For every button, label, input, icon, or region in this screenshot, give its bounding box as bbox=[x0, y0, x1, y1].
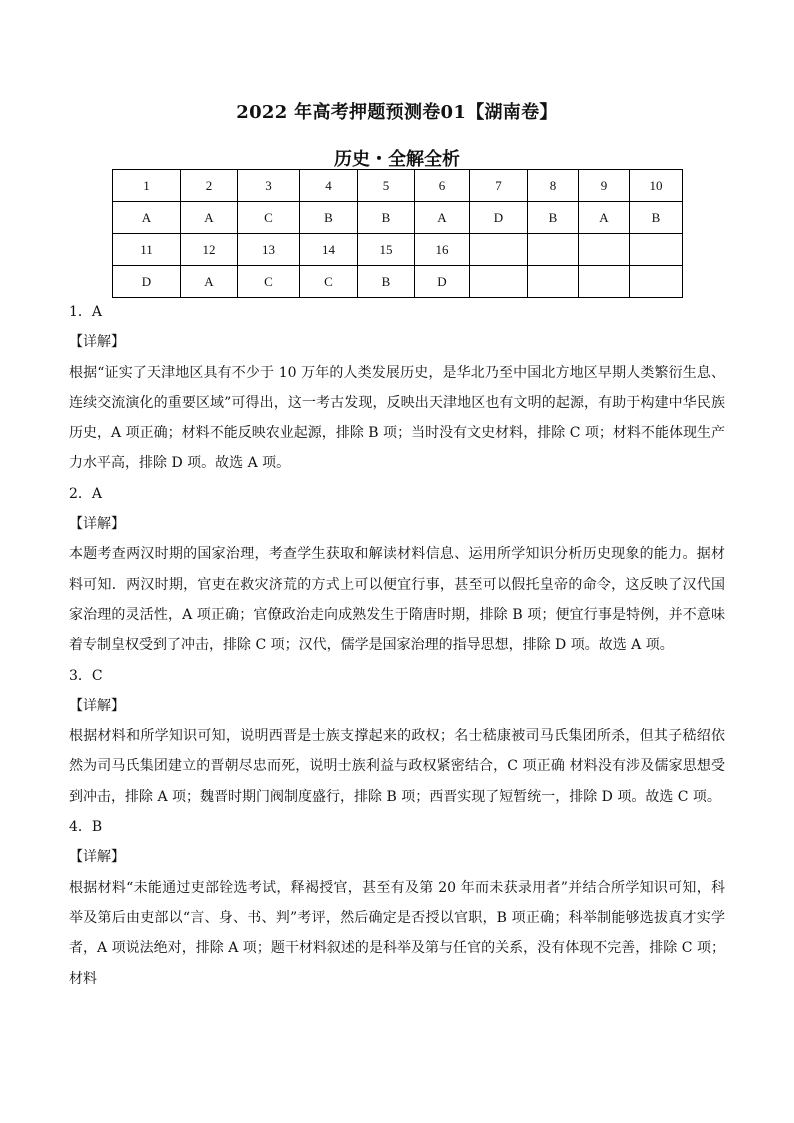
answer-table-cell bbox=[579, 266, 630, 298]
explanation-text: 本题考查两汉时期的国家治理，考查学生获取和解读材料信息、运用所学知识分析历史现象的能力。据材料可知．两汉时期，官吏在救灾济荒的方式上可以便宜行事，甚至可以假托皇帝的命令，这反映了汉代国家治理的灵活性，A 项正确；官僚政治走向成熟发生于隋唐时期，排除 B 项；便宜行事是特例，并不意味着专制皇权受到了冲击，排除 C 项；汉代，儒学是国家治理的指导思想，排除 D 项。故选 A 项。 bbox=[69, 546, 725, 654]
answer-table-cell: B bbox=[528, 202, 579, 234]
answer-table-cell: B bbox=[358, 266, 415, 298]
answer-table-cell: 9 bbox=[579, 170, 630, 202]
answer-table-row bbox=[113, 170, 683, 202]
answer-table-row bbox=[113, 266, 683, 298]
answer-table-cell: A bbox=[415, 202, 470, 234]
answer-table-cell: D bbox=[113, 266, 181, 298]
answer-explanations bbox=[69, 297, 725, 994]
answer-table-cell: C bbox=[238, 266, 300, 298]
question-block bbox=[69, 479, 725, 661]
answer-table-cell: C bbox=[300, 266, 358, 298]
question-number: 2．A bbox=[69, 485, 103, 502]
question-number: 4．B bbox=[69, 819, 103, 836]
question-block bbox=[69, 812, 725, 994]
answer-table-cell: 15 bbox=[358, 234, 415, 266]
answer-table-cell: A bbox=[113, 202, 181, 234]
answer-table-cell: 14 bbox=[300, 234, 358, 266]
answer-table-cell: 4 bbox=[300, 170, 358, 202]
answer-table-row bbox=[113, 202, 683, 234]
answer-table-cell: 10 bbox=[630, 170, 683, 202]
question-number: 3．C bbox=[69, 667, 103, 684]
answer-table-cell: D bbox=[470, 202, 528, 234]
explanation-label: 【详解】 bbox=[69, 516, 125, 533]
answer-table-cell bbox=[470, 234, 528, 266]
answer-table-cell: 12 bbox=[181, 234, 238, 266]
answer-table-cell: A bbox=[181, 202, 238, 234]
answer-table-cell: 6 bbox=[415, 170, 470, 202]
answer-table-row bbox=[113, 234, 683, 266]
answer-table-cell: B bbox=[358, 202, 415, 234]
question-block bbox=[69, 297, 725, 479]
answer-table-cell: B bbox=[300, 202, 358, 234]
question-block bbox=[69, 661, 725, 812]
answer-table-cell: A bbox=[579, 202, 630, 234]
question-number: 1．A bbox=[69, 304, 103, 320]
answer-table-cell: 8 bbox=[528, 170, 579, 202]
answer-table-cell bbox=[528, 266, 579, 298]
answer-table-cell: 13 bbox=[238, 234, 300, 266]
explanation-text: 根据材料“未能通过吏部铨选考试，释褐授官，甚至有及第 20 年而未获录用者”并结合所学知识可知，科举及第后由吏部以“言、身、书、判”考评，然后确定是否授以官职，B 项正确；科举制能够选拔真才实学者，A 项说法绝对，排除 A 项；题干材料叙述的是科举及第与任官的关系，没有体现不完善，排除 C 项；材料 bbox=[69, 879, 725, 987]
answer-table-cell bbox=[630, 266, 683, 298]
answer-table-cell: 3 bbox=[238, 170, 300, 202]
explanation-text: 根据材料和所学知识可知，说明西晋是士族支撑起来的政权；名士嵇康被司马氏集团所杀，但其子嵇绍依然为司马氏集团建立的晋朝尽忠而死，说明士族利益与政权紧密结合，C 项正确 材料没有涉及儒家思想受到冲击，排除 A 项；魏晋时期门阀制度盛行，排除 B 项；西晋实现了短暂统一，排除 D 项。故选 C 项。 bbox=[69, 728, 725, 805]
answer-table-cell: 16 bbox=[415, 234, 470, 266]
answer-table-cell: 5 bbox=[358, 170, 415, 202]
answer-table-cell: 2 bbox=[181, 170, 238, 202]
answer-table-cell bbox=[470, 266, 528, 298]
answer-table-cell: A bbox=[181, 266, 238, 298]
answer-table-cell: 11 bbox=[113, 234, 181, 266]
answer-table-cell bbox=[579, 234, 630, 266]
explanation-text: 根据“证实了天津地区具有不少于 10 万年的人类发展历史，是华北乃至中国北方地区早期人类繁衍生息、连续交流演化的重要区域”可得出，这一考古发现，反映出天津地区也有文明的起源，有助于构建中华民族历史，A 项正确；材料不能反映农业起源，排除 B 项；当时没有文史材料，排除 C 项；材料不能体现生产力水平高，排除 D 项。故选 A 项。 bbox=[69, 364, 725, 472]
answer-table-cell: D bbox=[415, 266, 470, 298]
explanation-label: 【详解】 bbox=[69, 849, 125, 866]
answer-table-cell: C bbox=[238, 202, 300, 234]
answer-table-cell: 1 bbox=[113, 170, 181, 202]
page-subtitle: 历史・全解全析 bbox=[334, 149, 460, 170]
page-title: 2022 年高考押题预测卷01【湖南卷】 bbox=[236, 102, 558, 123]
answer-table-cell: 7 bbox=[470, 170, 528, 202]
answer-table-cell bbox=[630, 234, 683, 266]
explanation-label: 【详解】 bbox=[69, 697, 125, 714]
answer-table bbox=[112, 169, 683, 298]
answer-table-cell: B bbox=[630, 202, 683, 234]
explanation-label: 【详解】 bbox=[69, 334, 125, 351]
answer-table-cell bbox=[528, 234, 579, 266]
